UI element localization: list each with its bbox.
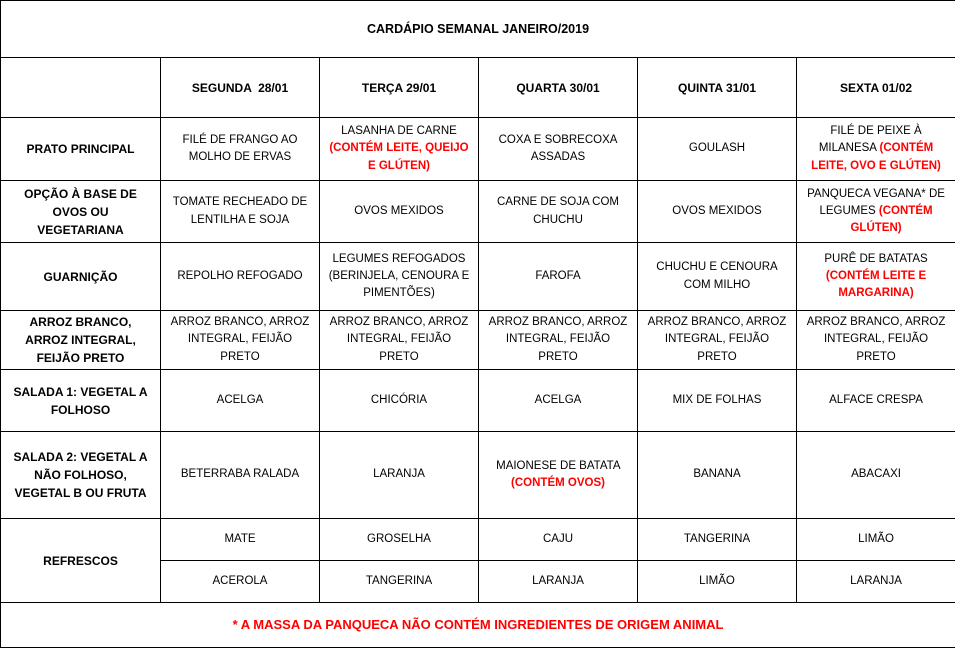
menu-cell [797,181,955,243]
menu-cell [320,181,479,243]
cell-text: MAIONESE DE BATATA [496,460,620,472]
menu-cell [320,432,479,519]
cell-alert-text: (CONTÉM LEITE E MARGARINA) [826,270,926,299]
menu-cell [320,519,479,561]
menu-cell [797,432,955,519]
cell-text: LARANJA [373,468,425,480]
menu-cell [638,561,797,603]
menu-cell [320,243,479,311]
table-row-prato-principal [1,118,955,181]
column-header-sexta: SEXTA 01/02 [797,58,955,118]
menu-cell [320,561,479,603]
menu-cell [161,432,320,519]
menu-cell [638,311,797,370]
menu-cell [479,561,638,603]
table-row-opcao-vegetariana [1,181,955,243]
menu-cell [638,519,797,561]
cell-text: ARROZ BRANCO, ARROZ INTEGRAL, FEIJÃO PRETO [489,316,628,363]
menu-cell [161,370,320,432]
cell-text: LIMÃO [699,575,735,587]
cell-alert-text: (CONTÉM LEITE, OVO E GLÚTEN) [811,142,941,171]
cell-text: REPOLHO REFOGADO [177,270,302,282]
cell-text: TANGERINA [684,533,750,545]
menu-cell [161,519,320,561]
column-header-quinta: QUINTA 31/01 [638,58,797,118]
menu-cell [797,118,955,181]
cell-text: FILÉ DE FRANGO AO MOLHO DE ERVAS [182,134,297,163]
menu-cell [320,370,479,432]
table-row-refrescos-1 [1,519,955,561]
menu-cell [797,561,955,603]
row-label-guarnicao: GUARNIÇÃO [1,243,161,311]
menu-cell [638,370,797,432]
cell-alert-text: (CONTÉM LEITE, QUEIJO E GLÚTEN) [329,142,468,171]
cell-text: COXA E SOBRECOXA ASSADAS [499,134,618,163]
corner-cell [1,58,161,118]
cell-text: CARNE DE SOJA COM CHUCHU [497,196,619,225]
menu-cell [638,181,797,243]
cell-text: GOULASH [689,142,745,154]
table-row-salada-2 [1,432,955,519]
menu-cell [161,311,320,370]
cell-text: BETERRABA RALADA [181,468,299,480]
cell-text: MATE [224,533,255,545]
menu-cell [479,118,638,181]
title-row [1,1,955,58]
cell-text: FAROFA [535,270,580,282]
cell-text: OVOS MEXIDOS [672,205,761,217]
cell-text: ALFACE CRESPA [829,394,923,406]
menu-cell [797,243,955,311]
cell-text: ACELGA [535,394,582,406]
menu-cell [797,311,955,370]
menu-cell [479,432,638,519]
row-label-salada-1: SALADA 1: VEGETAL A FOLHOSO [1,370,161,432]
cell-text: ACEROLA [213,575,268,587]
row-label-salada-2: SALADA 2: VEGETAL A NÃO FOLHOSO, VEGETAL B OU FRUTA [1,432,161,519]
menu-cell [479,519,638,561]
menu-cell [638,118,797,181]
cell-text: GROSELHA [367,533,431,545]
cell-text: LEGUMES REFOGADOS (BERINJELA, CENOURA E PIMENTÕES) [329,253,470,300]
column-header-terca: TERÇA 29/01 [320,58,479,118]
row-label-refrescos: REFRESCOS [1,519,161,603]
menu-cell [479,181,638,243]
cell-text: LIMÃO [858,533,894,545]
cell-text: MIX DE FOLHAS [673,394,762,406]
cell-text: ACELGA [217,394,264,406]
table-row-guarnicao [1,243,955,311]
cell-alert-text: (CONTÉM GLÚTEN) [850,205,932,234]
page-title: CARDÁPIO SEMANAL JANEIRO/2019 [1,1,955,58]
header-row [1,58,955,118]
menu-cell [320,118,479,181]
footnote-row [1,603,955,648]
cell-text: ARROZ BRANCO, ARROZ INTEGRAL, FEIJÃO PRETO [807,316,946,363]
menu-cell [161,118,320,181]
cell-text: TANGERINA [366,575,432,587]
cell-text: PANQUECA VEGANA* DE LEGUMES [807,188,945,217]
menu-cell [479,311,638,370]
menu-cell [797,370,955,432]
menu-cell [797,519,955,561]
menu-cell [161,561,320,603]
column-header-quarta: QUARTA 30/01 [479,58,638,118]
row-label-prato-principal: PRATO PRINCIPAL [1,118,161,181]
menu-cell [320,311,479,370]
menu-cell [161,181,320,243]
column-header-segunda: SEGUNDA 28/01 [161,58,320,118]
cell-text: LARANJA [532,575,584,587]
menu-cell [638,243,797,311]
cell-text: TOMATE RECHEADO DE LENTILHA E SOJA [173,196,307,225]
cell-text: LASANHA DE CARNE [341,125,457,137]
cell-text: BANANA [693,468,740,480]
cell-text: ARROZ BRANCO, ARROZ INTEGRAL, FEIJÃO PRETO [648,316,787,363]
cell-text: OVOS MEXIDOS [354,205,443,217]
cell-text: PURÊ DE BATATAS [824,253,927,265]
table-row-salada-1 [1,370,955,432]
cell-text: LARANJA [850,575,902,587]
cell-alert-text: (CONTÉM OVOS) [511,477,605,489]
cell-text: CHICÓRIA [371,394,427,406]
row-label-arroz-feijao: ARROZ BRANCO, ARROZ INTEGRAL, FEIJÃO PRETO [1,311,161,370]
cell-text: ABACAXI [851,468,901,480]
menu-cell [479,243,638,311]
menu-cell [638,432,797,519]
row-label-opcao-vegetariana: OPÇÃO À BASE DE OVOS OU VEGETARIANA [1,181,161,243]
footnote: * A MASSA DA PANQUECA NÃO CONTÉM INGREDIENTES DE ORIGEM ANIMAL [1,603,955,648]
cell-text: ARROZ BRANCO, ARROZ INTEGRAL, FEIJÃO PRETO [330,316,469,363]
menu-cell [479,370,638,432]
cell-text: FILÉ DE PEIXE À MILANESA [819,125,922,154]
cell-text: CAJU [543,533,573,545]
table-row-arroz-feijao [1,311,955,370]
cell-text: CHUCHU E CENOURA COM MILHO [656,261,777,290]
menu-cell [161,243,320,311]
cell-text: ARROZ BRANCO, ARROZ INTEGRAL, FEIJÃO PRETO [171,316,310,363]
